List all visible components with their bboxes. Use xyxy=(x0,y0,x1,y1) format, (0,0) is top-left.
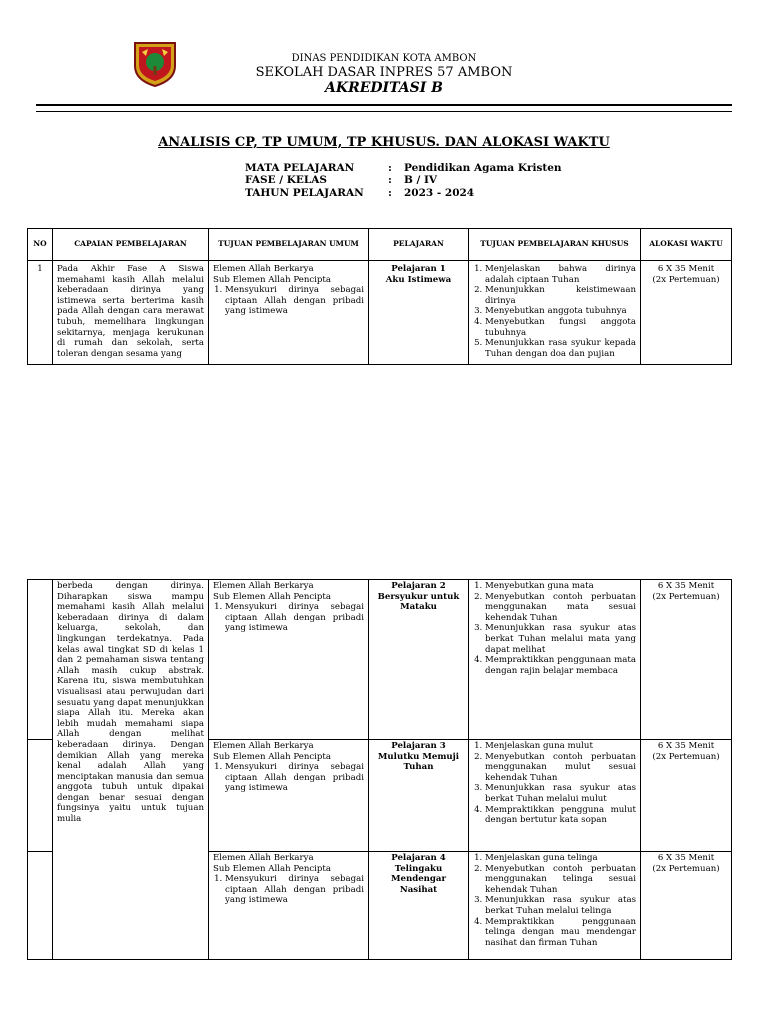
cp-cell xyxy=(53,261,209,365)
meta-colon: : xyxy=(388,187,392,199)
row-number-empty xyxy=(28,580,53,740)
meta-value-subject: Pendidikan Agama Kristen xyxy=(404,162,562,174)
header-allocation: ALOKASI WAKTU xyxy=(641,229,732,261)
allocation-meetings: (2x Pertemuan) xyxy=(652,274,720,285)
lesson-cell xyxy=(369,852,469,960)
tpk-item: 2. Menyebutkan contoh perbuatan menggunakan telinga sesuai kehendak Tuhan xyxy=(485,864,636,896)
tpk-item: 2. Menyebutkan contoh perbuatan menggunakan mata sesuai kehendak Tuhan xyxy=(485,592,636,624)
lesson-title: Telingaku Mendengar Nasihat xyxy=(390,863,447,895)
analysis-table-page1 xyxy=(27,228,732,365)
allocation-time: 6 X 35 Menit xyxy=(657,741,715,751)
document-title: ANALISIS CP, TP UMUM, TP KHUSUS. DAN ALOKASI WAKTU xyxy=(158,135,610,150)
analysis-table-page2 xyxy=(27,579,732,960)
header-cp: CAPAIAN PEMBELAJARAN xyxy=(53,229,209,261)
tpk-item: 3. Menyebutkan anggota tubuhnya xyxy=(485,306,636,317)
tpu-item: 1. Mensyukuri dirinya sebagai ciptaan Allah dengan pribadi yang istimewa xyxy=(225,762,364,794)
allocation-time: 6 X 35 Menit xyxy=(657,581,715,591)
tpk-cell xyxy=(469,580,641,740)
tpk-item: 4. Mempraktikkan pengguna mulut dengan bertutur kata sopan xyxy=(485,805,636,826)
allocation-cell xyxy=(641,580,732,740)
tpu-cell xyxy=(209,852,369,960)
tpu-sub-element: Sub Elemen Allah Pencipta xyxy=(213,863,332,874)
tpk-item: 4. Mempraktikkan penggunaan telinga dengan mau mendengar nasihat dan firman Tuhan xyxy=(485,917,636,949)
tpu-cell xyxy=(209,740,369,852)
tpu-item: 1. Mensyukuri dirinya sebagai ciptaan Allah dengan pribadi yang istimewa xyxy=(225,602,364,634)
meta-value-year: 2023 - 2024 xyxy=(404,187,475,199)
meta-label-subject: MATA PELAJARAN xyxy=(245,162,355,174)
lesson-number: Pelajaran 4 xyxy=(391,853,446,863)
row-number-empty xyxy=(28,740,53,852)
cp-text-part2: berbeda dengan dirinya. Diharapkan siswa mampu memahami kasih Allah melalui keberadaan dirinya di dalam keluarga, sekolah, dan lingkungan terdekatnya. Pada kelas awal tingkat SD di kelas 1 dan 2 pemahaman siswa tentang Allah masih cukup abstrak. Karena itu, siswa membutuhkan visualisasi atau perwujudan dari sesuatu yang dapat menunjukkan siapa Allah itu. Mereka akan lebih mudah memahami siapa Allah dengan melihat keberadaan dirinya. Dengan demikian Allah yang mereka kenal adalah Allah yang menciptakan manusia dan semua anggota tubuh untuk dipakai dengan benar sesuai dengan fungsinya yaitu untuk tujuan mulia xyxy=(53,580,209,960)
allocation-cell xyxy=(641,261,732,365)
allocation-cell xyxy=(641,852,732,960)
header-rule-thick xyxy=(36,104,732,106)
tpu-element: Elemen Allah Berkarya xyxy=(213,264,314,274)
allocation-meetings: (2x Pertemuan) xyxy=(652,863,720,874)
tpk-item: 4. Mempraktikkan penggunaan mata dengan rajin belajar membaca xyxy=(485,655,636,676)
meta-label-phase: FASE / KELAS xyxy=(245,174,327,186)
tpk-item: 3. Menunjukkan rasa syukur atas berkat Tuhan melalui mulut xyxy=(485,783,636,804)
header-rule-thin xyxy=(36,111,732,112)
row-number: 1 xyxy=(28,261,53,365)
lesson-number: Pelajaran 3 xyxy=(391,741,446,751)
school-name: SEKOLAH DASAR INPRES 57 AMBON xyxy=(255,65,513,80)
tpk-cell xyxy=(469,261,641,365)
header-tpu: TUJUAN PEMBELAJARAN UMUM xyxy=(209,229,369,261)
tpk-item: 2. Menyebutkan contoh perbuatan menggunakan mulut sesuai kehendak Tuhan xyxy=(485,752,636,784)
lesson-title: Mulutku Memuji Tuhan xyxy=(377,751,460,773)
tpk-item: 2. Menunjukkan keistimewaan dirinya xyxy=(485,285,636,306)
tpk-cell xyxy=(469,740,641,852)
allocation-time: 6 X 35 Menit xyxy=(657,264,715,274)
header-no: NO xyxy=(28,229,53,261)
tpk-item: 3. Menunjukkan rasa syukur atas berkat Tuhan melalui mata yang dapat melihat xyxy=(485,623,636,655)
meta-colon: : xyxy=(388,174,392,186)
tpu-sub-element: Sub Elemen Allah Pencipta xyxy=(213,591,332,602)
tpu-cell xyxy=(209,580,369,740)
department-name: DINAS PENDIDIKAN KOTA AMBON xyxy=(291,53,477,64)
lesson-cell xyxy=(369,580,469,740)
lesson-cell xyxy=(369,261,469,365)
tpk-cell xyxy=(469,852,641,960)
tpu-element: Elemen Allah Berkarya xyxy=(213,581,314,591)
tpu-cell xyxy=(209,261,369,365)
tpu-sub-element: Sub Elemen Allah Pencipta xyxy=(213,751,332,762)
cp-text-part1: Pada Akhir Fase A Siswa memahami kasih Allah melalui keberadaan dirinya yang istimewa serta berterima kasih pada Allah dengan cara merawat tubuh, memelihara lingkungan sekitarnya, menjaga kerukunan di rumah dan sekolah, serta toleran dengan sesama yang xyxy=(57,264,204,359)
lesson-number: Pelajaran 1 xyxy=(391,264,446,274)
lesson-number: Pelajaran 2 xyxy=(391,581,446,591)
tpk-item: 1. Menjelaskan bahwa dirinya adalah ciptaan Tuhan xyxy=(485,264,636,285)
lesson-cell xyxy=(369,740,469,852)
lesson-title: Aku Istimewa xyxy=(385,274,452,285)
allocation-cell xyxy=(641,740,732,852)
tpk-item: 1. Menyebutkan guna mata xyxy=(485,581,636,592)
header-tpk: TUJUAN PEMBELAJARAN KHUSUS xyxy=(469,229,641,261)
allocation-meetings: (2x Pertemuan) xyxy=(652,591,720,602)
meta-colon: : xyxy=(388,162,392,174)
meta-label-year: TAHUN PELAJARAN xyxy=(245,187,364,199)
tpu-item: 1. Mensyukuri dirinya sebagai ciptaan Allah dengan pribadi yang istimewa xyxy=(225,285,364,317)
meta-value-phase: B / IV xyxy=(404,174,438,186)
lesson-title: Bersyukur untuk Mataku xyxy=(377,591,460,613)
tpu-element: Elemen Allah Berkarya xyxy=(213,741,314,751)
accreditation-label: AKREDITASI B xyxy=(325,80,443,96)
allocation-time: 6 X 35 Menit xyxy=(657,853,715,863)
tpk-item: 4. Menyebutkan fungsi anggota tubuhnya xyxy=(485,317,636,338)
row-number-empty xyxy=(28,852,53,960)
allocation-meetings: (2x Pertemuan) xyxy=(652,751,720,762)
tpu-element: Elemen Allah Berkarya xyxy=(213,853,314,863)
header-lesson: PELAJARAN xyxy=(369,229,469,261)
tpu-sub-element: Sub Elemen Allah Pencipta xyxy=(213,274,332,285)
tpu-item: 1. Mensyukuri dirinya sebagai ciptaan Allah dengan pribadi yang istimewa xyxy=(225,874,364,906)
tpk-item: 1. Menjelaskan guna mulut xyxy=(485,741,636,752)
tpk-item: 3. Menunjukkan rasa syukur atas berkat Tuhan melalui telinga xyxy=(485,895,636,916)
tpk-item: 1. Menjelaskan guna telinga xyxy=(485,853,636,864)
tpk-item: 5. Menunjukkan rasa syukur kepada Tuhan dengan doa dan pujian xyxy=(485,338,636,359)
